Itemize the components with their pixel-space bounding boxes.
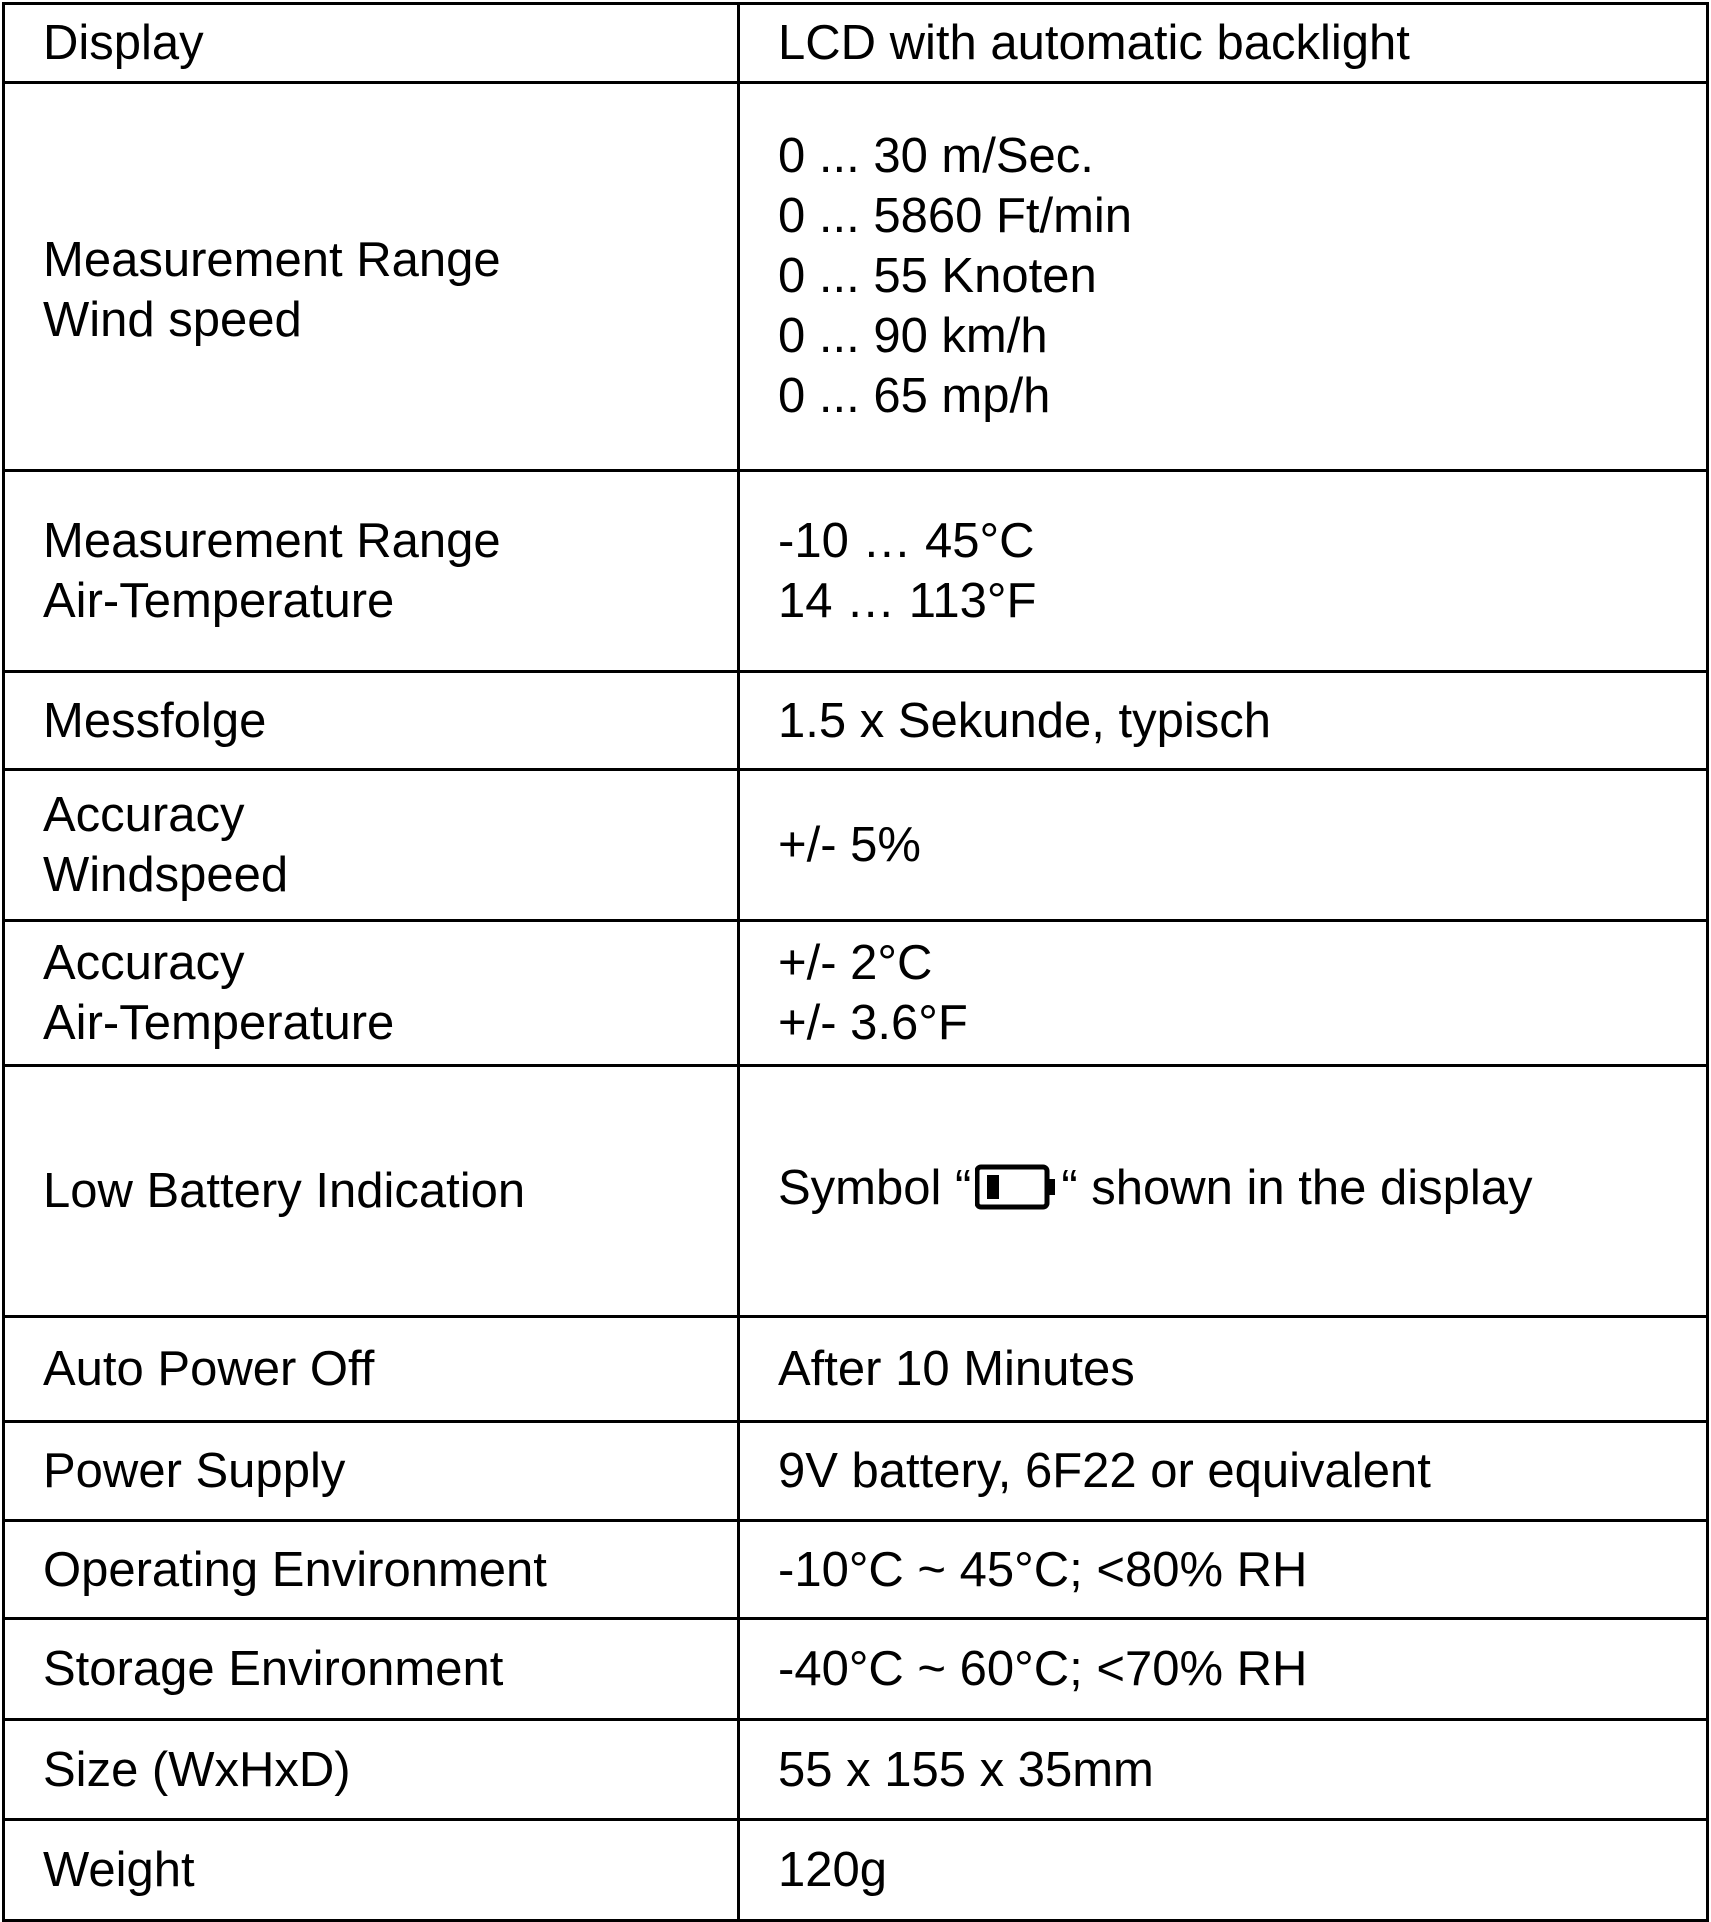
value-line: 14 … 113°F: [778, 574, 1037, 628]
value-line: 1.5 x Sekunde, typisch: [778, 693, 1272, 748]
value-suffix: “ shown in the display: [1061, 1161, 1533, 1215]
label-line: Low Battery Indication: [43, 1164, 526, 1218]
label-line: Weight: [43, 1843, 195, 1897]
table-row: [4, 1720, 1708, 1820]
table-row: [4, 770, 1708, 921]
label-line: Accuracy: [43, 936, 245, 990]
table-row: [4, 1820, 1708, 1921]
spec-value: [739, 921, 1708, 1066]
table-row: [4, 1422, 1708, 1521]
spec-value: [739, 1720, 1708, 1820]
table-row: [4, 83, 1708, 471]
table-row: [4, 4, 1708, 83]
label-line: Messfolge: [43, 693, 267, 748]
spec-label: [4, 1317, 739, 1422]
value-line: After 10 Minutes: [778, 1342, 1135, 1396]
spec-label: [4, 1619, 739, 1720]
table-row: [4, 921, 1708, 1066]
spec-table: [2, 2, 1709, 1922]
spec-label: [4, 921, 739, 1066]
spec-value: [739, 672, 1708, 770]
spec-value: [739, 1619, 1708, 1720]
label-line: Accuracy: [43, 788, 245, 842]
spec-label: [4, 770, 739, 921]
label-line: Size (WxHxD): [43, 1742, 351, 1797]
spec-value: [739, 4, 1708, 83]
value-prefix: Symbol “: [778, 1161, 972, 1215]
value-line: 0 ... 30 m/Sec.: [778, 129, 1094, 183]
label-line: Display: [43, 16, 204, 70]
value-line: -40°C ~ 60°C; <70% RH: [778, 1642, 1308, 1696]
label-line: Auto Power Off: [43, 1342, 375, 1396]
label-line: Air-Temperature: [43, 996, 395, 1050]
spec-label: [4, 1720, 739, 1820]
table-row: [4, 1317, 1708, 1422]
table-row: [4, 672, 1708, 770]
spec-label: [4, 1066, 739, 1317]
value-line: 0 ... 5860 Ft/min: [778, 189, 1133, 243]
spec-value: [739, 1066, 1708, 1317]
label-line: Measurement Range: [43, 233, 501, 287]
label-line: Storage Environment: [43, 1642, 504, 1696]
label-line: Measurement Range: [43, 514, 501, 568]
value-line: 0 ... 65 mp/h: [778, 369, 1051, 423]
spec-value: [739, 83, 1708, 471]
value-line: +/- 3.6°F: [778, 996, 968, 1050]
value-line: 55 x 155 x 35mm: [778, 1742, 1154, 1797]
table-row: [4, 471, 1708, 672]
spec-label: [4, 83, 739, 471]
table-row: [4, 1066, 1708, 1317]
label-line: Power Supply: [43, 1444, 346, 1498]
spec-value: [739, 1820, 1708, 1921]
spec-value: [739, 1521, 1708, 1619]
spec-label: [4, 4, 739, 83]
battery-icon: [975, 1164, 1057, 1224]
spec-label: [4, 1422, 739, 1521]
spec-label: [4, 1820, 739, 1921]
value-line: -10°C ~ 45°C; <80% RH: [778, 1542, 1308, 1597]
label-line: Operating Environment: [43, 1542, 547, 1597]
spec-value: [739, 1422, 1708, 1521]
value-line: 120g: [778, 1843, 888, 1897]
table-row: [4, 1521, 1708, 1619]
value-line: +/- 5%: [778, 818, 921, 872]
label-line: Windspeed: [43, 848, 289, 902]
value-line: +/- 2°C: [778, 936, 933, 990]
value-line: -10 … 45°C: [778, 514, 1035, 568]
spec-label: [4, 471, 739, 672]
table-row: [4, 1619, 1708, 1720]
spec-value: [739, 770, 1708, 921]
value-line: 0 ... 55 Knoten: [778, 249, 1097, 303]
value-line: 9V battery, 6F22 or equivalent: [778, 1444, 1431, 1498]
spec-label: [4, 672, 739, 770]
label-line: Air-Temperature: [43, 574, 395, 628]
value-line: LCD with automatic backlight: [778, 16, 1410, 70]
label-line: Wind speed: [43, 293, 302, 347]
spec-value: [739, 1317, 1708, 1422]
spec-value: [739, 471, 1708, 672]
value-line: 0 ... 90 km/h: [778, 309, 1048, 363]
spec-label: [4, 1521, 739, 1619]
